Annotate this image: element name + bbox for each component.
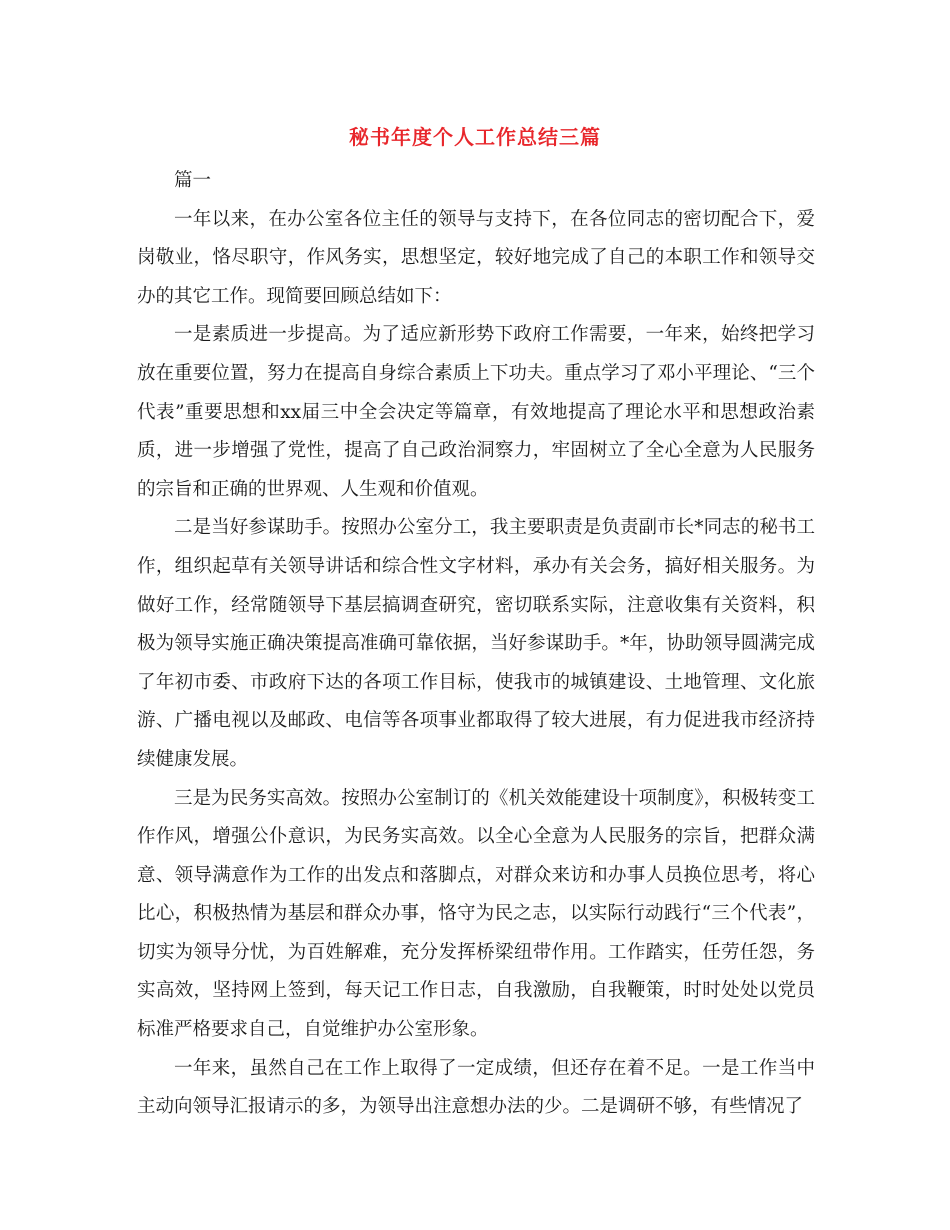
paragraph-intro: 一年以来，在办公室各位主任的领导与支持下，在各位同志的密切配合下，爱岗敬业，恪尽职守，作风务实，思想坚定，较好地完成了自己的本职工作和领导交办的其它工作。现简要回顾总结如下：: [137, 208, 815, 307]
document-title: 秘书年度个人工作总结三篇: [349, 125, 601, 149]
paragraph-quality: 一是素质进一步提高。为了适应新形势下政府工作需要，一年来，始终把学习放在重要位置，努力在提高自身综合素质上下功夫。重点学习了邓小平理论、“三个代表”重要思想和xx届三中全会决定等篇章，有效地提高了理论水平和思想政治素质，进一步增强了党性，提高了自己政治洞察力，牢固树立了全心全意为人民服务的宗旨和正确的世界观、人生观和价值观。: [137, 324, 815, 500]
paragraph-assistant: 二是当好参谋助手。按照办公室分工，我主要职责是负责副市长*同志的秘书工作，组织起草有关领导讲话和综合性文字材料，承办有关会务，搞好相关服务。为做好工作，经常随领导下基层搞调查研究，密切联系实际，注意收集有关资料，积极为领导实施正确决策提高准确可靠依据，当好参谋助手。*年，协助领导圆满完成了年初市委、市政府下达的各项工作目标，使我市的城镇建设、土地管理、文化旅游、广播电视以及邮政、电信等各项事业都取得了较大进展，有力促进我市经济持续健康发展。: [137, 517, 815, 770]
section-label: 篇一: [174, 170, 212, 191]
paragraph-efficiency: 三是为民务实高效。按照办公室制订的《机关效能建设十项制度》，积极转变工作作风，增强公仆意识，为民务实高效。以全心全意为人民服务的宗旨，把群众满意、领导满意作为工作的出发点和落脚点，对群众来访和办事人员换位思考，将心比心，积极热情为基层和群众办事，恪守为民之志，以实际行动践行“三个代表”，切实为领导分忧，为百姓解难，充分发挥桥梁纽带作用。工作踏实，任劳任怨，务实高效，坚持网上签到，每天记工作日志，自我激励，自我鞭策，时时处处以党员标准严格要求自己，自觉维护办公室形象。: [137, 787, 815, 1041]
document-body: [137, 162, 815, 1127]
paragraph-shortcomings: 一年来，虽然自己在工作上取得了一定成绩，但还存在着不足。一是工作当中主动向领导汇报请示的多，为领导出注意想办法的少。二是调研不够，有些情况了: [137, 1057, 815, 1118]
